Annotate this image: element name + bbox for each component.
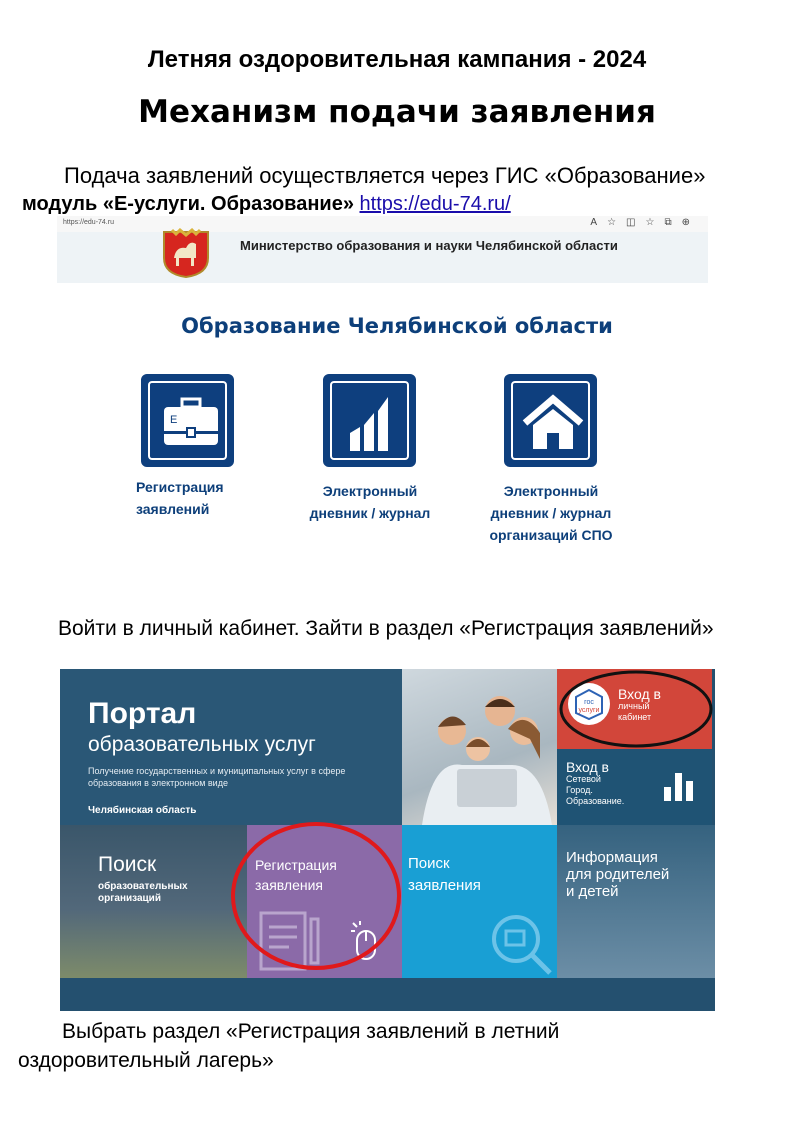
portal-description: Получение государственных и муниципальных услуг в сфере образования в электронном виде [88, 766, 346, 788]
sg-line4: Образование. [566, 796, 625, 806]
step2-line2: оздоровительный лагерь» [18, 1049, 274, 1072]
address-bar[interactable] [57, 216, 708, 232]
portal-region: Челябинская область [88, 805, 197, 816]
portal-title: Портал [88, 697, 197, 730]
tile-label-line: заявлений [136, 501, 210, 517]
tile-label-line: Электронный [322, 483, 418, 499]
tile-badge: E [170, 414, 178, 426]
registration-line: Регистрация [255, 857, 337, 873]
module-name: модуль «Е-услуги. Образование» [22, 193, 354, 215]
tile-label-line: Регистрация [136, 479, 224, 495]
bar-chart-icon [348, 393, 398, 453]
briefcase-e-icon [162, 397, 220, 447]
gos-line3: кабинет [618, 712, 652, 722]
house-icon [521, 393, 585, 453]
gosuslugi-highlight-ellipse [561, 672, 711, 746]
tile-label-line: Электронный [503, 483, 599, 499]
campaign-heading: Летняя оздоровительная кампания - 2024 [147, 46, 647, 73]
step2-line1: Выбрать раздел «Регистрация заявлений в летний [62, 1020, 560, 1043]
gos-line1: Вход в [618, 686, 661, 702]
tile-diary[interactable] [323, 374, 416, 467]
search-org-title: Поиск [98, 853, 157, 876]
intro-text: Подача заявлений осуществляется через ГИС «Образование» [64, 163, 706, 188]
registration-highlight-ellipse [233, 824, 399, 968]
info-line: и детей [566, 883, 619, 900]
edu-link[interactable]: https://edu-74.ru/ [359, 193, 511, 215]
tile-label-registration [136, 476, 224, 520]
highlight-overlays [60, 669, 715, 1011]
gos-badge-line: услуги [578, 707, 600, 714]
registration-line: заявления [255, 877, 323, 893]
tile-diary-spo[interactable] [504, 374, 597, 467]
portal-subtitle: образовательных услуг [88, 733, 316, 756]
step1-text: Войти в личный кабинет. Зайти в раздел «Регистрация заявлений» [58, 617, 714, 640]
edu-title: Образование Челябинской области [181, 314, 613, 338]
ministry-name: Министерство образования и науки Челябинской области [240, 238, 618, 253]
region-crest-icon [160, 228, 212, 278]
sg-line1: Вход в [566, 759, 609, 775]
sg-line3: Город. [566, 785, 593, 795]
info-line: для родителей [566, 866, 670, 883]
tile-label-diary-spo [474, 480, 628, 546]
module-line [22, 193, 511, 216]
search-app-line: заявления [408, 877, 481, 894]
sg-line2: Сетевой [566, 774, 601, 784]
tile-label-line: дневник / журнал [490, 505, 612, 521]
address-url: https://edu-74.ru [63, 219, 114, 226]
portal-screenshot [60, 669, 715, 1011]
gos-badge-line: гос [584, 699, 594, 706]
tile-registration[interactable] [141, 374, 234, 467]
info-line: Информация [566, 849, 658, 866]
tile-label-diary [298, 480, 442, 524]
browser-toolbar-icons[interactable]: A☆◫☆⧉⊕ [590, 217, 700, 228]
page-title: Механизм подачи заявления [138, 94, 656, 130]
gos-line2: личный [618, 701, 650, 711]
search-app-line: Поиск [408, 855, 450, 872]
tile-label-line: дневник / журнал [309, 505, 431, 521]
search-org-sub-line: организаций [98, 893, 161, 904]
tile-label-line: организаций СПО [489, 527, 613, 543]
search-org-sub-line: образовательных [98, 881, 188, 892]
